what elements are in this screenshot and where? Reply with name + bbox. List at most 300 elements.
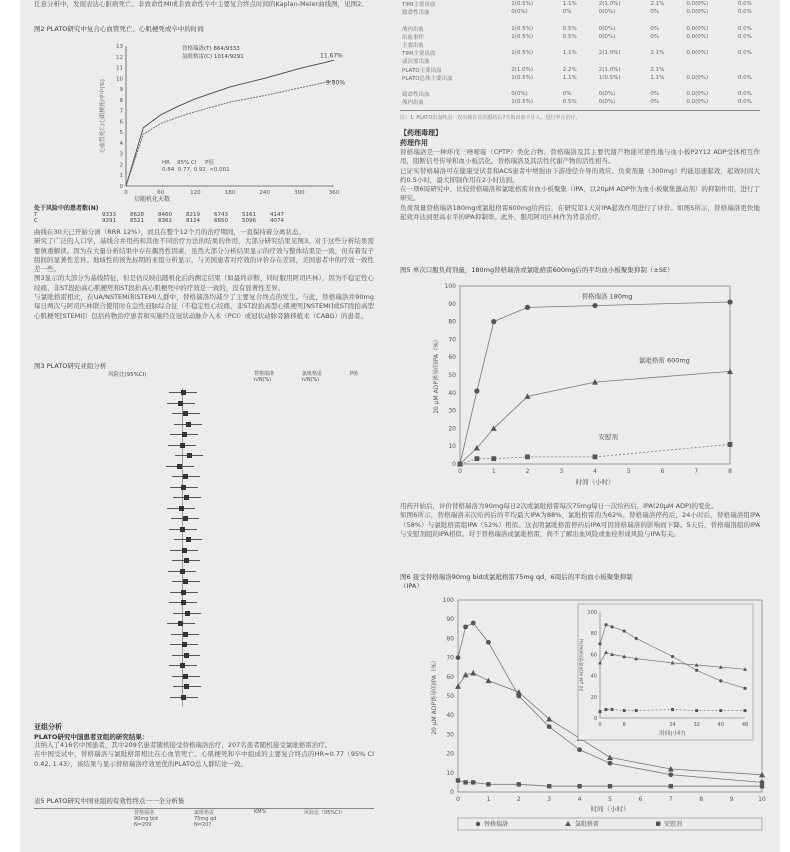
table-cell: 颅内出血 bbox=[402, 26, 425, 33]
table-cell bbox=[561, 16, 597, 24]
x-tick-label: 6 bbox=[638, 796, 643, 803]
forest-point bbox=[181, 590, 186, 595]
y-tick-label: 10 bbox=[116, 76, 123, 83]
table-cell bbox=[736, 82, 772, 90]
y-tick-label: 0 bbox=[119, 184, 123, 190]
table-cell bbox=[684, 16, 736, 24]
subgroup-section: 亚组分析 PLATO研究中国患者亚组的研究结果： 共纳入了416名中国患者，其中209名患者随机接受替格瑞洛治疗，207名患者随机接受氯吡格雷治疗。 在中国受试中，替格瑞洛与氯吡格雷相比在心血管死亡、心肌梗死和卒中组成的主要复合终点的HR=0.77（95% CI 0.42, 1.43），该结果与显示替格瑞洛疗效更优的PLATO总人群结论一致。 bbox=[34, 723, 374, 768]
y-tick-label: 11 bbox=[116, 65, 123, 72]
forest-point bbox=[186, 537, 191, 542]
figure2-xlabel: 启随机化天数 bbox=[134, 196, 171, 203]
table-cell bbox=[509, 41, 561, 49]
inset-point-ticagrelor bbox=[604, 623, 607, 626]
forest-point bbox=[181, 695, 186, 700]
table-cell: 1(0.5%) bbox=[511, 1, 533, 8]
forest-col-p: P值 bbox=[350, 371, 359, 377]
km-curve-ticagrelor bbox=[126, 81, 334, 187]
forest-point bbox=[186, 422, 191, 427]
data-point-clopidogrel bbox=[470, 670, 476, 676]
table-cell: 0.0(0%) bbox=[686, 99, 709, 106]
table-cell: TIMI主要出血 bbox=[402, 51, 436, 58]
data-point-placebo bbox=[463, 780, 467, 784]
forest-point bbox=[183, 632, 188, 637]
x-axis-label: 时间（小时） bbox=[575, 478, 615, 486]
data-point-placebo bbox=[517, 782, 521, 786]
series-label-ticagrelor: 替格瑞洛 180mg bbox=[581, 292, 633, 301]
x-tick-label: 7 bbox=[668, 796, 673, 803]
x-tick-label: 3 bbox=[559, 468, 564, 475]
y-tick-label: 8 bbox=[119, 97, 123, 104]
inset-x-tick-label: 32 bbox=[693, 722, 700, 728]
forest-point bbox=[178, 621, 183, 626]
x-tick-label: 60 bbox=[157, 190, 165, 196]
table-cell: 0(0%) bbox=[598, 25, 616, 32]
y-tick-label: 100 bbox=[442, 597, 454, 604]
table-cell: 0% bbox=[650, 33, 660, 40]
x-tick-label: 1 bbox=[491, 468, 496, 475]
table-cell: 0(0%) bbox=[598, 33, 616, 40]
data-point-placebo bbox=[491, 456, 496, 461]
table-cell: TIMI主要出血 bbox=[402, 2, 436, 9]
data-point-placebo bbox=[525, 454, 530, 459]
table-cell: 或次要出血 bbox=[402, 59, 430, 66]
table-cell bbox=[597, 41, 649, 49]
table-cell: 0.0(0%) bbox=[686, 74, 709, 81]
table-row bbox=[400, 49, 772, 57]
x-tick-label: 8 bbox=[728, 468, 732, 475]
table-cell bbox=[509, 82, 561, 90]
right-column bbox=[400, 0, 772, 852]
table-cell bbox=[684, 41, 736, 49]
inset-x-tick-label: 40 bbox=[717, 722, 725, 728]
inset-y-tick-label: 100 bbox=[587, 610, 597, 616]
table-cell: PLATO主要出血 bbox=[402, 67, 442, 74]
table-cell: 主要出血 bbox=[402, 43, 425, 50]
inset-point-placebo bbox=[695, 709, 698, 712]
table-row bbox=[400, 90, 772, 98]
risk-table bbox=[34, 212, 374, 224]
forest-point bbox=[180, 527, 185, 532]
table-cell: 2.1% bbox=[650, 50, 665, 57]
x-tick-label: 360 bbox=[328, 190, 340, 196]
table-cell bbox=[684, 82, 736, 90]
data-point-ticagrelor bbox=[668, 772, 673, 777]
data-point-placebo bbox=[547, 784, 551, 788]
table-footnote: 注：1. PLATO出血终点：仅出现在首次服药后7天的出血不计入，进行中止治疗。 bbox=[400, 115, 581, 121]
y-tick-label: 50 bbox=[446, 693, 454, 700]
table-cell: 0% bbox=[650, 99, 660, 106]
left-column bbox=[34, 0, 382, 852]
y-tick-label: 60 bbox=[448, 354, 456, 362]
table-cell bbox=[400, 82, 509, 90]
x-tick-label: 7 bbox=[694, 468, 699, 475]
forest-col-clopidogrel: 氯吡格雷 n/N(%) bbox=[302, 371, 323, 383]
figure6-plot bbox=[430, 597, 766, 830]
table-cell: 2.1% bbox=[650, 66, 665, 73]
x-tick-label: 5 bbox=[608, 796, 612, 803]
inset-point-placebo bbox=[605, 708, 608, 711]
table-cell: 0(0%) bbox=[598, 9, 616, 16]
figure2-km-chart bbox=[34, 36, 374, 214]
figure3-forest-plot bbox=[34, 370, 374, 710]
data-point-ticagrelor bbox=[471, 621, 476, 626]
intro-paragraph: 任意分析中，发现表达心脏病死亡、非致命性MI或非致命性卒中主要复合终点时间的Kaplan-Meier曲线图，见图2。 bbox=[34, 0, 368, 8]
inset-x-tick-label: 8 bbox=[622, 722, 626, 728]
table-row bbox=[400, 8, 772, 16]
forest-point bbox=[177, 464, 182, 469]
inset-point-ticagrelor bbox=[671, 655, 674, 658]
forest-point bbox=[183, 674, 188, 679]
forest-point bbox=[178, 401, 183, 406]
table-cell: 0(0%) bbox=[598, 91, 616, 98]
x-tick-label: 4 bbox=[593, 468, 597, 475]
risk-table-header: 处于风险中的患者数(N) bbox=[34, 205, 99, 212]
data-point-placebo bbox=[458, 462, 463, 467]
y-axis-label: 20 μM ADP诱导的IPA（%） bbox=[431, 657, 438, 735]
inset-point-placebo bbox=[635, 709, 638, 712]
km-curve-clopidogrel bbox=[126, 60, 334, 186]
forest-point bbox=[182, 432, 187, 437]
data-point-ticagrelor bbox=[474, 388, 479, 393]
y-tick-label: 0 bbox=[452, 461, 456, 468]
x-tick-label: 0 bbox=[124, 190, 128, 196]
y-tick-label: 9 bbox=[119, 87, 123, 94]
legend-label-clopidogrel: 氯吡格雷 bbox=[575, 821, 600, 828]
section-pharm-tox: 【药理毒理】 bbox=[400, 129, 442, 137]
table-row bbox=[400, 0, 772, 8]
table-cell: 0.0% bbox=[737, 74, 752, 81]
inset-x-tick-label: 0 bbox=[598, 722, 602, 728]
y-axis-label: 心血管死亡/心肌梗死/卒中(%) bbox=[100, 79, 106, 153]
table-cell: 0.0% bbox=[737, 50, 752, 57]
y-tick-label: 70 bbox=[446, 654, 454, 662]
forest-point bbox=[181, 390, 186, 395]
table-cell bbox=[561, 41, 597, 49]
inset-point-placebo bbox=[623, 709, 626, 712]
table-cell: 1.1% bbox=[650, 74, 665, 81]
pharmacology-section: 【药理毒理】 药理作用 替格瑞洛是一种环戊三唑嘧啶（CPTP）类化合物。替格瑞洛及其主要代谢产物能可逆性地与血小板P2Y12 ADP受体相互作用，阻断信号传导和血小板活化。替格瑞洛及其活性代谢产物的活性相当。 已证实替格瑞洛可在健康受试者和ACS患者中增强由下游途径介导的效应。负荷剂量（300mg）约能迅速起效，起效时间大约0.5小时，最大抑制作用在2小时达到。 在一项6周研究中，比较替格瑞洛和氯吡格雷对血小板聚集（IPA，以20μM ADP作为血小板聚集激动剂）的抑制作用，进行了研究。 负荷剂量替格瑞洛180mg或氯吡格雷600mg给药后，在研究第1天对IPA起效作用进行了评价。如图5所示，替格瑞洛更快地起效并达到更高水平的IPA抑制率。此外，服用阿司匹林作为背景治疗。 bbox=[400, 129, 760, 222]
legend-ticagrelor: 替格瑞洛(T) 864/9333 bbox=[182, 46, 240, 52]
forest-point bbox=[183, 516, 188, 521]
table-cell bbox=[736, 57, 772, 65]
y-tick-label: 50 bbox=[448, 372, 456, 379]
data-point-clopidogrel bbox=[607, 754, 613, 760]
table-cell: 0.0% bbox=[737, 91, 752, 98]
inset-y-tick-label: 80 bbox=[590, 631, 597, 638]
table-cell: 1.1% bbox=[562, 74, 577, 81]
subgroup-subheading: PLATO研究中国患者亚组的研究结果： bbox=[34, 733, 149, 741]
inset-point-ticagrelor bbox=[635, 637, 638, 640]
table-cell: 0.5% bbox=[562, 25, 577, 32]
data-point-clopidogrel bbox=[485, 678, 491, 684]
data-point-ticagrelor bbox=[727, 299, 732, 304]
inset-point-ticagrelor bbox=[743, 687, 746, 690]
data-point-placebo bbox=[486, 782, 490, 786]
inset-y-tick-label: 20 bbox=[590, 694, 597, 701]
table-cell: 0% bbox=[650, 9, 660, 16]
table5-col-clopidogrel: 氯吡格雷 75mg qd N=207 bbox=[194, 810, 217, 828]
inset-x-axis-label: 时间(小时) bbox=[659, 731, 686, 737]
y-tick-label: 30 bbox=[446, 731, 454, 739]
inset-point-ticagrelor bbox=[623, 629, 626, 632]
data-point-clopidogrel bbox=[455, 683, 461, 689]
data-point-ticagrelor bbox=[592, 303, 597, 308]
table-cell: 1.1% bbox=[562, 1, 577, 8]
table-row bbox=[400, 74, 772, 82]
x-tick-label: 4 bbox=[577, 796, 582, 803]
table-cell: 0.0% bbox=[737, 33, 752, 40]
figure2-hr-stats: HR 95% CI P值 0.84 0.77, 0.92 <0.001 bbox=[162, 160, 230, 173]
figure5-plot bbox=[432, 283, 733, 486]
inset-point-ticagrelor bbox=[719, 679, 722, 682]
table-cell bbox=[597, 82, 649, 90]
data-point-ticagrelor bbox=[608, 761, 613, 766]
table-cell bbox=[684, 66, 736, 74]
y-tick-label: 12 bbox=[116, 54, 123, 61]
data-point-ticagrelor bbox=[463, 624, 468, 629]
y-tick-label: 2 bbox=[119, 162, 123, 169]
table-row bbox=[400, 41, 772, 49]
x-tick-label: 1 bbox=[486, 796, 491, 803]
risk-row-t: T 9333 8628 8460 8219 6743 5161 4147 bbox=[34, 212, 284, 218]
table-cell bbox=[597, 57, 649, 65]
y-tick-label: 20 bbox=[448, 425, 456, 433]
forest-point bbox=[184, 684, 189, 689]
forest-point bbox=[182, 548, 187, 553]
figure3-title: 图3 PLATO研究亚组分析 bbox=[34, 362, 107, 370]
table-cell bbox=[736, 66, 772, 74]
forest-point bbox=[179, 506, 184, 511]
risk-row-c: C 9291 8521 8362 8124 6650 5096 4074 bbox=[34, 218, 284, 224]
forest-point bbox=[181, 600, 186, 605]
table-cell: 1(0.5%) bbox=[511, 99, 533, 106]
table-cell bbox=[684, 57, 736, 65]
forest-point bbox=[182, 642, 187, 647]
x-tick-label: 240 bbox=[259, 190, 270, 196]
table-row bbox=[400, 66, 772, 74]
table-cell bbox=[509, 57, 561, 65]
table-cell: 0.5% bbox=[562, 99, 577, 106]
table-cell: 0.0% bbox=[737, 9, 752, 16]
y-tick-label: 70 bbox=[448, 336, 456, 344]
table-cell: 1(0.5%) bbox=[511, 33, 533, 40]
table-cell bbox=[648, 57, 684, 65]
table-cell bbox=[648, 82, 684, 90]
y-tick-label: 90 bbox=[448, 300, 456, 308]
table-row bbox=[400, 25, 772, 33]
inset-point-ticagrelor bbox=[598, 642, 601, 645]
data-point-ticagrelor bbox=[577, 747, 582, 752]
table-cell: 0.0(0%) bbox=[686, 1, 709, 8]
inset-y-axis-label: 20 μM ADP诱导的IPA(%) bbox=[580, 638, 585, 692]
series-label-clopidogrel: 氯吡格雷 600mg bbox=[638, 356, 690, 365]
y-tick-label: 7 bbox=[119, 108, 123, 115]
table-cell: 0.0(0%) bbox=[686, 33, 709, 40]
y-tick-label: 1 bbox=[119, 173, 123, 180]
y-tick-label: 60 bbox=[446, 673, 454, 681]
y-tick-label: 10 bbox=[448, 443, 456, 451]
figure6-title: 图6 接受替格瑞洛90mg bid或氯吡格雷75mg qd，6周后的平均血小板聚集抑制（IPA） bbox=[400, 573, 633, 590]
forest-point bbox=[185, 611, 190, 616]
table-cell: 0.0(0%) bbox=[686, 9, 709, 16]
table5-col-ticagrelor: 替格瑞洛 90mg bid N=209 bbox=[134, 810, 158, 828]
y-tick-label: 30 bbox=[448, 407, 456, 415]
x-tick-label: 120 bbox=[190, 190, 201, 196]
table-cell: 0.0(0%) bbox=[686, 25, 709, 32]
table-cell bbox=[561, 82, 597, 90]
table-cell: 2(1.0%) bbox=[511, 66, 533, 73]
x-tick-label: 0 bbox=[458, 468, 462, 475]
table-cell: 1(0.5%) bbox=[511, 50, 533, 57]
forest-point bbox=[181, 485, 186, 490]
y-tick-label: 5 bbox=[119, 130, 123, 137]
forest-point bbox=[183, 474, 188, 479]
table-cell: 0% bbox=[650, 91, 660, 98]
series-label-placebo: 安慰剂 bbox=[598, 433, 618, 442]
data-point-ticagrelor bbox=[491, 319, 496, 324]
table-cell bbox=[509, 16, 561, 24]
table-cell: 0.5% bbox=[562, 33, 577, 40]
x-tick-label: 0 bbox=[456, 796, 460, 803]
legend-clopidogrel: 氯吡格雷(C) 1014/9291 bbox=[182, 54, 244, 60]
x-axis-label: 时间（小时） bbox=[590, 805, 630, 813]
legend-marker-ticagrelor bbox=[476, 822, 480, 826]
bleeding-table bbox=[400, 0, 772, 106]
y-tick-label: 100 bbox=[444, 283, 456, 290]
table-cell: 0% bbox=[562, 9, 572, 16]
inset-point-ticagrelor bbox=[695, 669, 698, 672]
table-cell: 致命性出血 bbox=[402, 92, 430, 99]
y-tick-label: 4 bbox=[119, 140, 123, 147]
legend-marker-clopidogrel bbox=[565, 821, 571, 826]
table5-col-hr: 风险比（95%CI） bbox=[304, 810, 346, 816]
annotation-ticagrelor: 9.80% bbox=[326, 79, 346, 87]
data-point-placebo bbox=[577, 784, 581, 788]
x-tick-label: 5 bbox=[626, 468, 631, 475]
table-cell: 0.0% bbox=[737, 25, 752, 32]
inset-point-placebo bbox=[719, 709, 722, 712]
forest-point bbox=[180, 569, 185, 574]
forest-point bbox=[184, 495, 189, 500]
table-cell bbox=[648, 16, 684, 24]
data-point-ticagrelor bbox=[456, 655, 461, 660]
data-point-ticagrelor bbox=[525, 305, 530, 310]
table-row bbox=[400, 57, 772, 65]
table-row bbox=[400, 98, 772, 106]
legend-marker-placebo bbox=[656, 822, 660, 826]
inset-x-tick-label: 24 bbox=[669, 722, 676, 728]
y-tick-label: 0 bbox=[450, 789, 454, 796]
y-tick-label: 3 bbox=[119, 151, 123, 158]
table-cell: 2(1.0%) bbox=[598, 50, 621, 57]
inset-y-tick-label: 60 bbox=[590, 652, 597, 659]
table-cell: 0% bbox=[562, 91, 572, 98]
table-cell: 0.0(0%) bbox=[686, 50, 709, 57]
forest-point bbox=[184, 558, 189, 563]
inset-x-tick-label: 48 bbox=[741, 722, 749, 728]
table-cell: 致命性出血 bbox=[402, 10, 430, 17]
pharm-action-heading: 药理作用 bbox=[400, 139, 428, 147]
figure2-legend bbox=[182, 44, 244, 60]
table-cell bbox=[736, 16, 772, 24]
data-point-placebo bbox=[669, 784, 673, 788]
table-cell: 0% bbox=[650, 25, 660, 32]
forest-point bbox=[180, 443, 185, 448]
data-point-placebo bbox=[760, 784, 764, 788]
y-tick-label: 90 bbox=[446, 616, 454, 624]
data-point-ticagrelor bbox=[547, 724, 552, 729]
table5-col-km: KM% bbox=[254, 809, 267, 815]
y-tick-label: 10 bbox=[446, 769, 454, 777]
annotation-clopidogrel: 11.67% bbox=[320, 52, 343, 60]
y-tick-label: 40 bbox=[448, 389, 456, 397]
table-cell bbox=[400, 16, 509, 24]
table-row bbox=[400, 16, 772, 24]
table-cell bbox=[736, 41, 772, 49]
x-tick-label: 180 bbox=[224, 190, 236, 196]
table-cell: 0(0%) bbox=[511, 91, 528, 98]
table-cell: 0(0%) bbox=[511, 9, 528, 16]
x-tick-label: 2 bbox=[525, 468, 530, 475]
x-tick-label: 6 bbox=[660, 468, 665, 475]
forest-col-ticagrelor: 替格瑞洛 n/N(%) bbox=[254, 371, 275, 383]
table-cell bbox=[597, 16, 649, 24]
forest-point bbox=[180, 663, 185, 668]
table-cell: 1(0.5%) bbox=[511, 74, 533, 81]
table-cell: 0.0% bbox=[737, 1, 752, 8]
table-cell: 2.1% bbox=[650, 1, 665, 8]
data-point-placebo bbox=[593, 454, 598, 459]
x-tick-label: 10 bbox=[758, 796, 766, 803]
table-cell: 2(1.0%) bbox=[598, 1, 621, 8]
table-cell bbox=[561, 57, 597, 65]
forest-col-hr: 风险比(95%CI) bbox=[108, 372, 147, 378]
figure5-ipa-chart bbox=[400, 278, 760, 500]
table-row bbox=[400, 33, 772, 41]
table-cell: 1(0.5%) bbox=[511, 25, 533, 32]
x-tick-label: 9 bbox=[729, 796, 734, 803]
inset-y-tick-label: 0 bbox=[593, 716, 597, 722]
x-tick-label: 300 bbox=[294, 190, 305, 196]
legend-label-ticagrelor: 替格瑞洛 bbox=[484, 821, 509, 828]
x-tick-label: 3 bbox=[547, 796, 552, 803]
inset-point-ticagrelor bbox=[610, 625, 613, 628]
inset-point-placebo bbox=[744, 709, 747, 712]
table-cell: PLATO总体主要出血 bbox=[402, 75, 453, 82]
forest-point bbox=[187, 453, 192, 458]
table-cell: 2.2% bbox=[562, 66, 577, 73]
inset-point-placebo bbox=[671, 708, 674, 711]
table-cell: 出血事件 bbox=[402, 34, 425, 41]
series-line bbox=[460, 371, 730, 464]
table-cell bbox=[648, 41, 684, 49]
table-cell: 0.0(0%) bbox=[686, 91, 709, 98]
figure2-title: 图2 PLATO研究中复合心血管死亡、心肌梗死或卒中的时间 bbox=[34, 25, 204, 33]
table-cell: 1.1% bbox=[562, 50, 577, 57]
body-text-1: 曲线在30天已开始分离（RRR 12%），而且在整个12个月的治疗期间，一直保持着分离状态。 研究了广泛的人口学、基线合并用药和其他不同治疗方法的结果的作用，大部分研究结果见图3。对于这些分析结果需要慎重解读。因为在大量分析结果中存在偶然性因素，虽然大部分分析结果显示的疗效与整体结果是一致，但有着有子组间的显著性差异。地域性的预先标明的亚组分析显示，与美国患者对疗效的评价存在差别，美国患者中的疗效一致性差一些。 图3显示的大部分为基线特征，但是仍反映出随机化后的测定结果（如最终诊断、同时服用阿司匹林），因为不稳定性心绞痛、非ST段抬高心肌梗死和ST段抬高心肌梗死中的疗效是一致的，没有显著性差异。 与氯吡格雷相比，在UA/NSTEMI和STEMI人群中，替格瑞洛均减少了主要复合终点的发生。与此，替格瑞洛并90mg每日两次与阿司匹林联合使用时在急性冠脉综合征（不稳定性心绞痛、非ST段抬高型心肌梗死[NSTEMI]或ST段抬高型心肌梗死[STEMI]）包括药物治疗患者和实施经皮冠状动脉介入术（PCI）或冠状动脉旁路移植术（CABG）的患者。 bbox=[34, 228, 374, 320]
figure5-title: 图5 单次口服负荷剂量，180mg替格瑞洛或氯吡格雷600mg后的平均血小板聚集抑制（±SE） bbox=[400, 266, 674, 274]
inset-point-placebo bbox=[599, 710, 602, 713]
figure6-ipa-chart bbox=[400, 592, 770, 850]
y-tick-label: 80 bbox=[448, 318, 456, 326]
data-point-placebo bbox=[474, 456, 479, 461]
table5 bbox=[34, 808, 374, 828]
data-point-ticagrelor bbox=[486, 640, 491, 645]
y-tick-label: 13 bbox=[116, 44, 123, 50]
y-tick-label: 40 bbox=[446, 712, 454, 720]
y-axis-label: 20 μM ADP诱导的IPA（%） bbox=[433, 336, 440, 414]
table-cell: 1(0.5%) bbox=[598, 74, 621, 81]
